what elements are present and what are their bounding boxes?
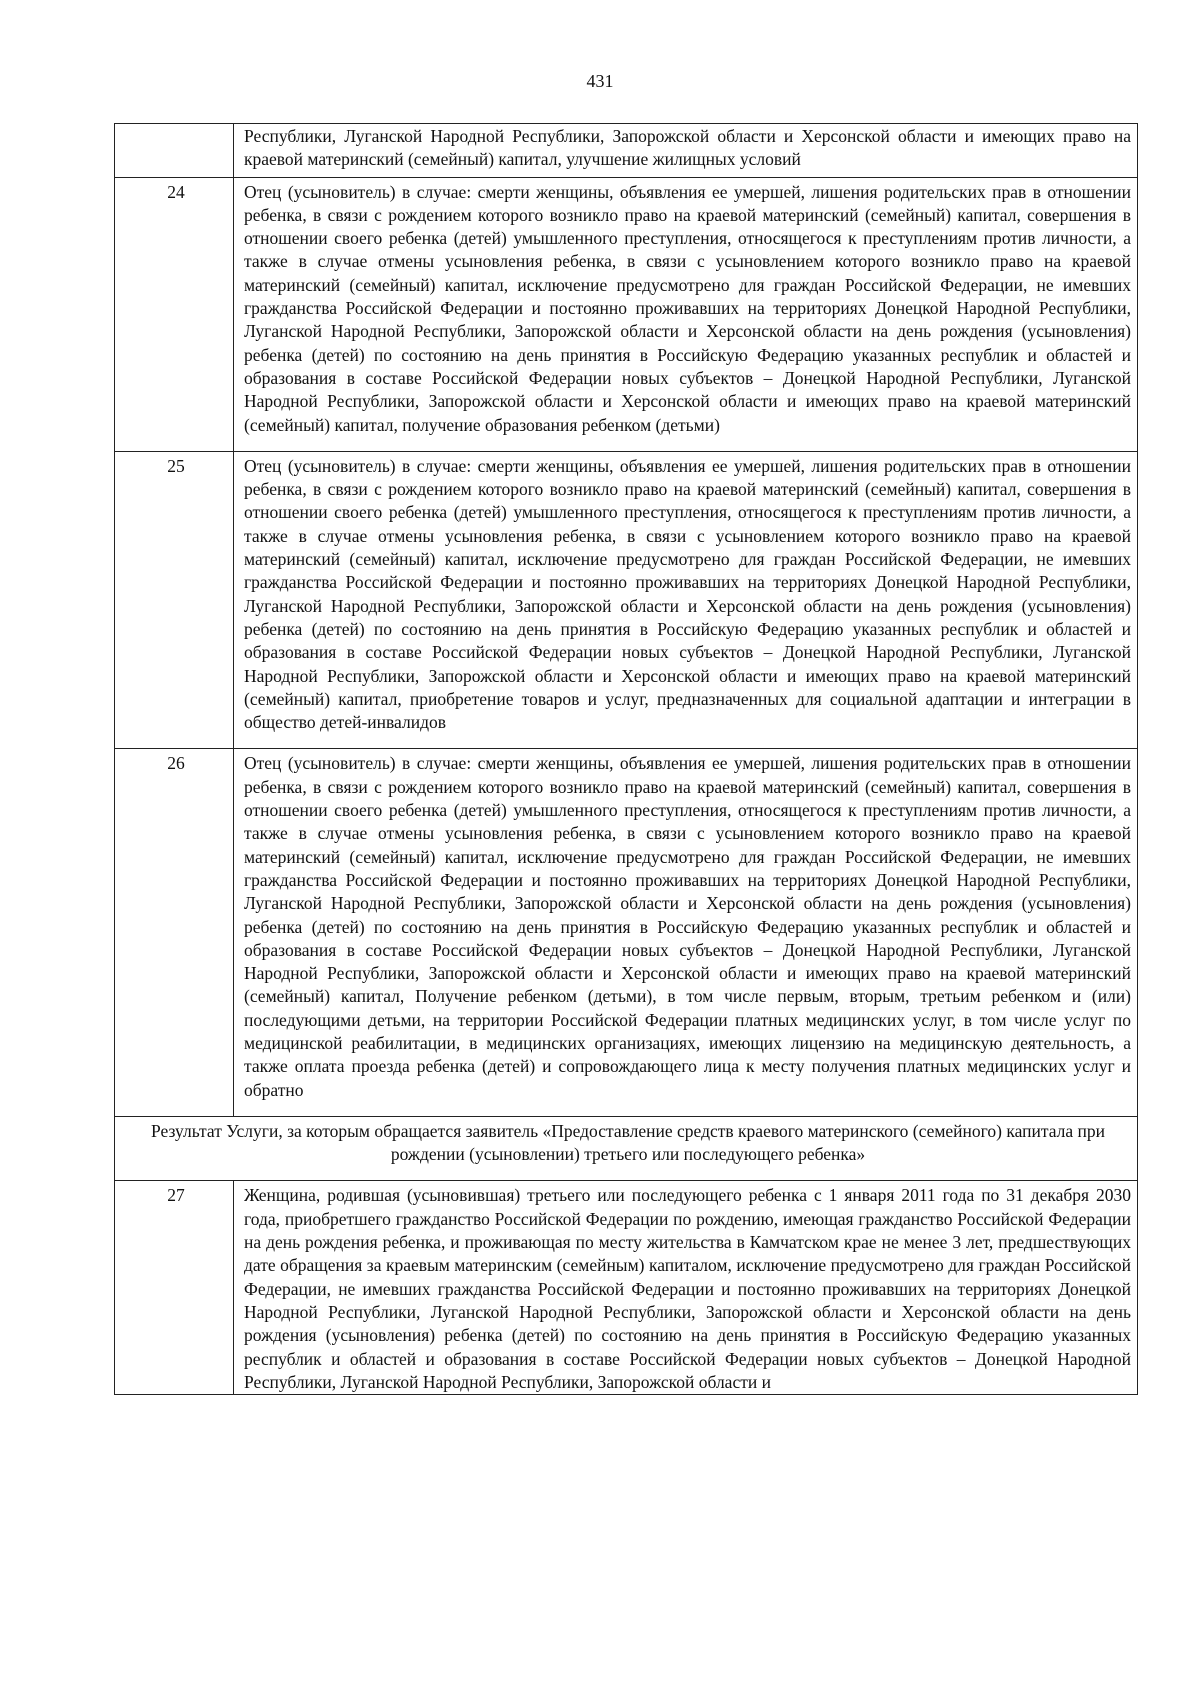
table-row xyxy=(115,1181,1138,1395)
document-table xyxy=(114,123,1138,1395)
row-number: 24 xyxy=(115,177,234,451)
page-number: 431 xyxy=(586,71,614,91)
table-row xyxy=(115,749,1138,1116)
row-text: Отец (усыновитель) в случае: смерти женщины, объявления ее умершей, лишения родительских прав в отношении ребенка, в связи с рождением которого возникло право на краевой материнский (семейный) капитал, совершения в отношении своего ребенка (детей) умышленного преступления, относящегося к преступлениям против личности, а также в случае отмены усыновления ребенка, в связи с усыновлением которого возникло право на краевой материнский (семейный) капитал, исключение предусмотрено для граждан Российской Федерации, не имевших гражданства Российской Федерации и постоянно проживавших на территориях Донецкой Народной Республики, Луганской Народной Республики, Запорожской области и Херсонской области на день рождения (усыновления) ребенка (детей) по состоянию на день принятия в Российскую Федерацию указанных республик и областей и образования в составе Российской Федерации новых субъектов – Донецкой Народной Республики, Луганской Народной Республики, Запорожской области и Херсонской области и имеющих право на краевой материнский (семейный) капитал, приобретение товаров и услуг, предназначенных для социальной адаптации и интеграции в общество детей-инвалидов xyxy=(234,451,1138,749)
row-text: Республики, Луганской Народной Республики, Запорожской области и Херсонской области и имеющих право на краевой материнский (семейный) капитал, улучшение жилищных условий xyxy=(234,124,1138,178)
section-heading: Результат Услуги, за которым обращается заявитель «Предоставление средств краевого материнского (семейного) капитала при рождении (усыновлении) третьего или последующего ребенка» xyxy=(115,1116,1138,1181)
table-row xyxy=(115,177,1138,451)
row-number: 27 xyxy=(115,1181,234,1395)
row-text: Отец (усыновитель) в случае: смерти женщины, объявления ее умершей, лишения родительских прав в отношении ребенка, в связи с рождением которого возникло право на краевой материнский (семейный) капитал, совершения в отношении своего ребенка (детей) умышленного преступления, относящегося к преступлениям против личности, а также в случае отмены усыновления ребенка, в связи с усыновлением которого возникло право на краевой материнский (семейный) капитал, исключение предусмотрено для граждан Российской Федерации, не имевших гражданства Российской Федерации и постоянно проживавших на территориях Донецкой Народной Республики, Луганской Народной Республики, Запорожской области и Херсонской области на день рождения (усыновления) ребенка (детей) по состоянию на день принятия в Российскую Федерацию указанных республик и областей и образования в составе Российской Федерации новых субъектов – Донецкой Народной Республики, Луганской Народной Республики, Запорожской области и Херсонской области и имеющих право на краевой материнский (семейный) капитал, Получение ребенком (детьми), в том числе первым, вторым, третьим ребенком и (или) последующими детьми, на территории Российской Федерации платных медицинских услуг, в том числе услуг по медицинской реабилитации, в медицинских организациях, имеющих лицензию на медицинскую деятельность, а также оплата проезда ребенка (детей) и сопровождающего лица к месту получения платных медицинских услуг и обратно xyxy=(234,749,1138,1116)
table-row xyxy=(115,451,1138,749)
table-row xyxy=(115,124,1138,178)
row-number xyxy=(115,124,234,178)
section-heading-row xyxy=(115,1116,1138,1181)
row-text: Женщина, родившая (усыновившая) третьего или последующего ребенка с 1 января 2011 года по 31 декабря 2030 года, приобретшего гражданство Российской Федерации по рождению, имеющая гражданство Российской Федерации на день рождения ребенка, и проживающая по месту жительства в Камчатском крае не менее 3 лет, предшествующих дате обращения за краевым материнским (семейным) капиталом, исключение предусмотрено для граждан Российской Федерации, не имевших гражданства Российской Федерации и постоянно проживавших на территориях Донецкой Народной Республики, Луганской Народной Республики, Запорожской области и Херсонской области на день рождения (усыновления) ребенка (детей) по состоянию на день принятия в Российскую Федерацию указанных республик и областей и образования в составе Российской Федерации новых субъектов – Донецкой Народной Республики, Луганской Народной Республики, Запорожской области и xyxy=(234,1181,1138,1395)
row-number: 25 xyxy=(115,451,234,749)
row-number: 26 xyxy=(115,749,234,1116)
row-text: Отец (усыновитель) в случае: смерти женщины, объявления ее умершей, лишения родительских прав в отношении ребенка, в связи с рождением которого возникло право на краевой материнский (семейный) капитал, совершения в отношении своего ребенка (детей) умышленного преступления, относящегося к преступлениям против личности, а также в случае отмены усыновления ребенка, в связи с усыновлением которого возникло право на краевой материнский (семейный) капитал, исключение предусмотрено для граждан Российской Федерации, не имевших гражданства Российской Федерации и постоянно проживавших на территориях Донецкой Народной Республики, Луганской Народной Республики, Запорожской области и Херсонской области на день рождения (усыновления) ребенка (детей) по состоянию на день принятия в Российскую Федерацию указанных республик и областей и образования в составе Российской Федерации новых субъектов – Донецкой Народной Республики, Луганской Народной Республики, Запорожской области и Херсонской области и имеющих право на краевой материнский (семейный) капитал, получение образования ребенком (детьми) xyxy=(234,177,1138,451)
